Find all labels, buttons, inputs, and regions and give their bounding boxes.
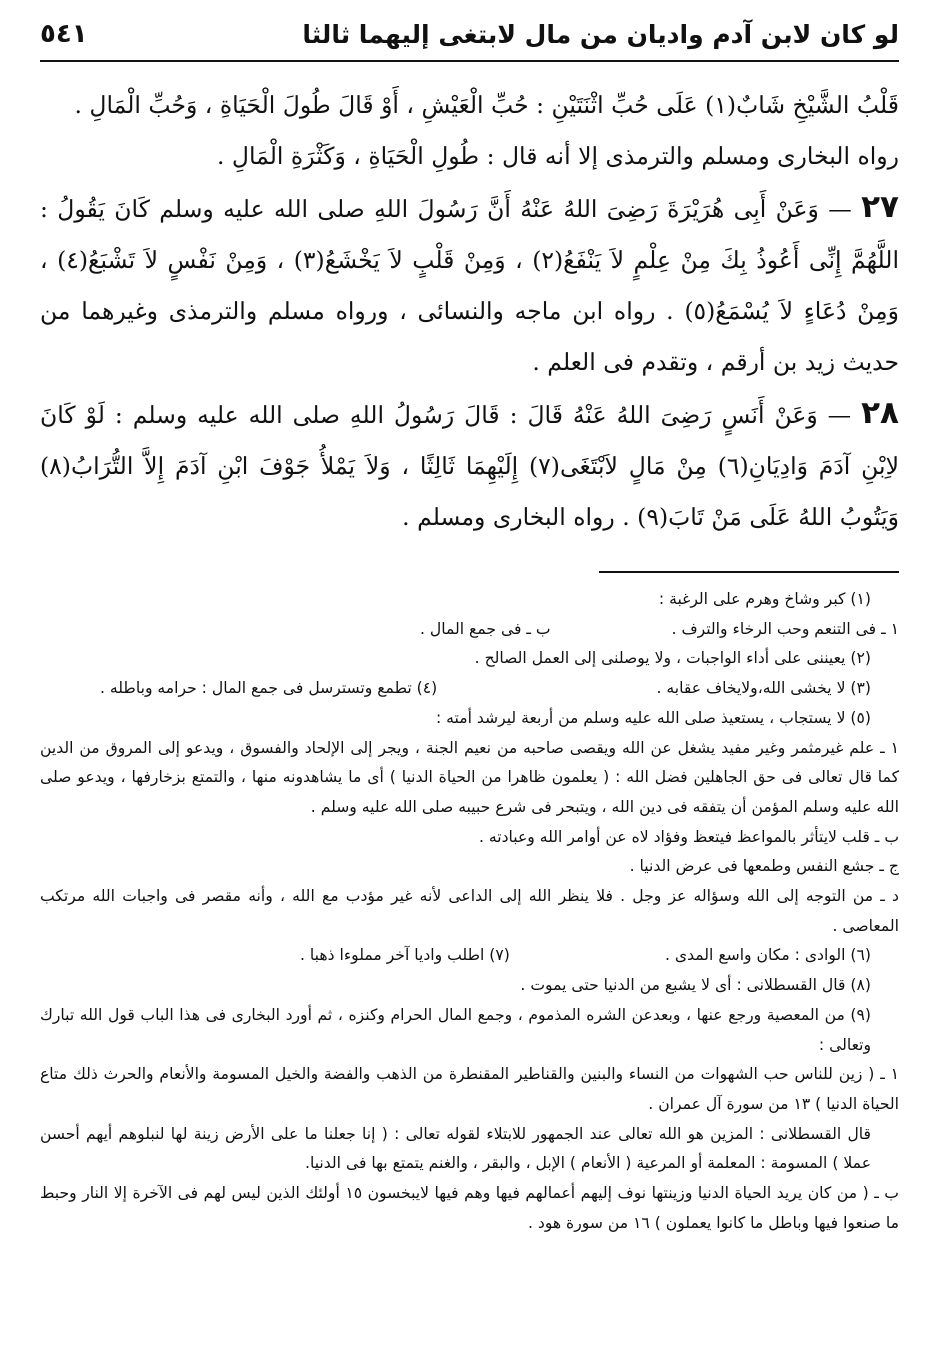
footnote: (٩) من المعصية ورجع عنها ، وبعدعن الشره المذموم ، وجمع المال الحرام وكنزه ، ثم أورد البخارى فى هذا الباب قول الله تبارك وتعالى : (40, 1005, 871, 1054)
footnote: (٥) لا يستجاب ، يستعيذ صلى الله عليه وسلم من أربعة ليرشد أمته : (435, 708, 871, 727)
footnotes (40, 585, 899, 1238)
footnote: ب ـ قلب لايتأثر بالمواعظ فيتعظ وفؤاد لاه عن أوامر الله وعبادته . (478, 827, 899, 846)
footnote: ١ ـ ( زين للناس حب الشهوات من النساء والبنين والقناطير المقنطرة من الذهب والفضة والخيل المسومة والأنعام والحرث ذلك متاع الحياة الدنيا ) ١٣ من سورة آل عمران . (40, 1065, 899, 1113)
footnote: ب ـ ( من كان يريد الحياة الدنيا وزينتها نوف إليهم أعمالهم فيها وهم فيها لايبخسون ١٥ أولئك الذين ليس لهم فى الآخرة إلا النار وحبط ما صنعوا فيها وباطل ما كانوا يعملون ) ١٦ من سورة هود . (40, 1184, 899, 1232)
footnote-separator (599, 571, 899, 573)
footnote (40, 615, 899, 645)
hadith-28 (40, 388, 899, 543)
hadith-number: ٢٨ (861, 395, 899, 431)
hadith-text: — وَعَنْ أَبِى هُرَيْرَةَ رَضِىَ اللهُ عَنْهُ أَنَّ رَسُولَ اللهِ صلى الله عليه وسلم كَانَ يَقُولُ : اللَّهُمَّ إِنِّى أَعُوذُ بِكَ مِنْ عِلْمٍ لاَ يَنْفَعُ(٢) ، وَمِنْ قَلْبٍ لاَ يَخْشَعُ(٣) ، وَمِنْ نَفْسٍ لاَ تَشْبَعُ(٤) ، وَمِنْ دُعَاءٍ لاَ يُسْمَعُ(٥) . رواه ابن ماجه والنسائى ، ورواه مسلم والترمذى وغيرهما من حديث زيد بن أرقم ، وتقدم فى العلم . (40, 195, 899, 376)
footnote: (٨) قال القسطلانى : أى لا يشبع من الدنيا حتى يموت . (520, 976, 871, 995)
footnote: (٢) يعيننى على أداء الواجبات ، ولا يوصلنى إلى العمل الصالح . (474, 649, 871, 668)
hadith-number: ٢٧ (861, 189, 899, 225)
footnote-part: ١ ـ فى التنعم وحب الرخاء والترف . (671, 619, 899, 638)
hadith-26-ending: قَلْبُ الشَّيْخِ شَابٌ(١) عَلَى حُبِّ اثْنَتَيْنِ : حُبِّ الْعَيْشِ ، أَوْ قَالَ طُولَ الْحَيَاةِ ، وَحُبِّ الْمَالِ . (74, 91, 899, 119)
footnote-part: (٤) تطمع وتسترسل فى جمع المال : حرامه وباطله . (100, 679, 438, 698)
footnote (40, 941, 899, 971)
page-header (40, 8, 899, 62)
page-number: ٥٤١ (40, 19, 88, 49)
hadith-26-narration: رواه البخارى ومسلم والترمذى إلا أنه قال : طُولِ الْحَيَاةِ ، وَكَثْرَةِ الْمَالِ . (216, 142, 899, 170)
footnote-part: ب ـ فى جمع المال . (420, 619, 551, 638)
running-title: لو كان لابن آدم واديان من مال لابتغى إليهما ثالثا (302, 19, 899, 49)
footnote: (١) كبر وشاخ وهرم على الرغبة : (658, 590, 871, 608)
hadith-text: — وَعَنْ أَنَسٍ رَضِىَ اللهُ عَنْهُ قَالَ : قَالَ رَسُولُ اللهِ صلى الله عليه وسلم : لَوْ كَانَ لاِبْنِ آدَمَ وَادِيَانِ(٦) مِنْ مَالٍ لاَبْتَغَى(٧) إِلَيْهِمَا ثَالِثًا ، وَلاَ يَمْلأُ جَوْفَ ابْنِ آدَمَ إِلاَّ التُّرَابُ(٨) وَيَتُوبُ اللهُ عَلَى مَنْ تَابَ(٩) . رواه البخارى ومسلم . (40, 401, 899, 531)
footnote: ١ ـ علم غيرمثمر وغير مفيد يشغل عن الله ويقصى صاحبه من نعيم الجنة ، ويجر إلى الإلحاد والفسوق ، ويدعو إلى المروق من الدين كما قال تعالى فى حق الجاهلين فضل الله : ( يعلمون ظاهرا من الحياة الدنيا ) أى ما يشاهدونه منها ، والتمتع بزخارفها ، ويدعو صلى الله عليه وسلم المؤمن أن يتفقه فى دين الله ، ويتبحر فى شرع حبيبه صلى الله عليه وسلم . (40, 738, 899, 816)
hadith-27 (40, 182, 899, 388)
footnote: د ـ من التوجه إلى الله وسؤاله عز وجل . فلا ينظر الله إلى الداعى لأنه غير مؤدب مع الله ، وأنه مقصر فى واجبات الله مرتكب المعاصى . (40, 887, 899, 935)
footnote: قال القسطلانى : المزين هو الله تعالى عند الجمهور للابتلاء لقوله تعالى : ( إنا جعلنا ما على الأرض زينة لها لنبلوهم أيهم أحسن عملا ) المسومة : المعلمة أو المرعية ( الأنعام ) الإبل ، والبقر ، والغنم يتمتع بها فى الدنيا. (40, 1124, 871, 1173)
footnote-part: (٧) اطلب واديا آخر مملوءا ذهبا . (300, 946, 510, 965)
footnote: ج ـ جشع النفس وطمعها فى عرض الدنيا . (629, 857, 899, 876)
main-text (40, 80, 899, 543)
footnote-part: (٣) لا يخشى الله،ولايخاف عقابه . (656, 679, 871, 698)
footnote-part: (٦) الوادى : مكان واسع المدى . (664, 946, 871, 965)
footnote (40, 674, 899, 704)
